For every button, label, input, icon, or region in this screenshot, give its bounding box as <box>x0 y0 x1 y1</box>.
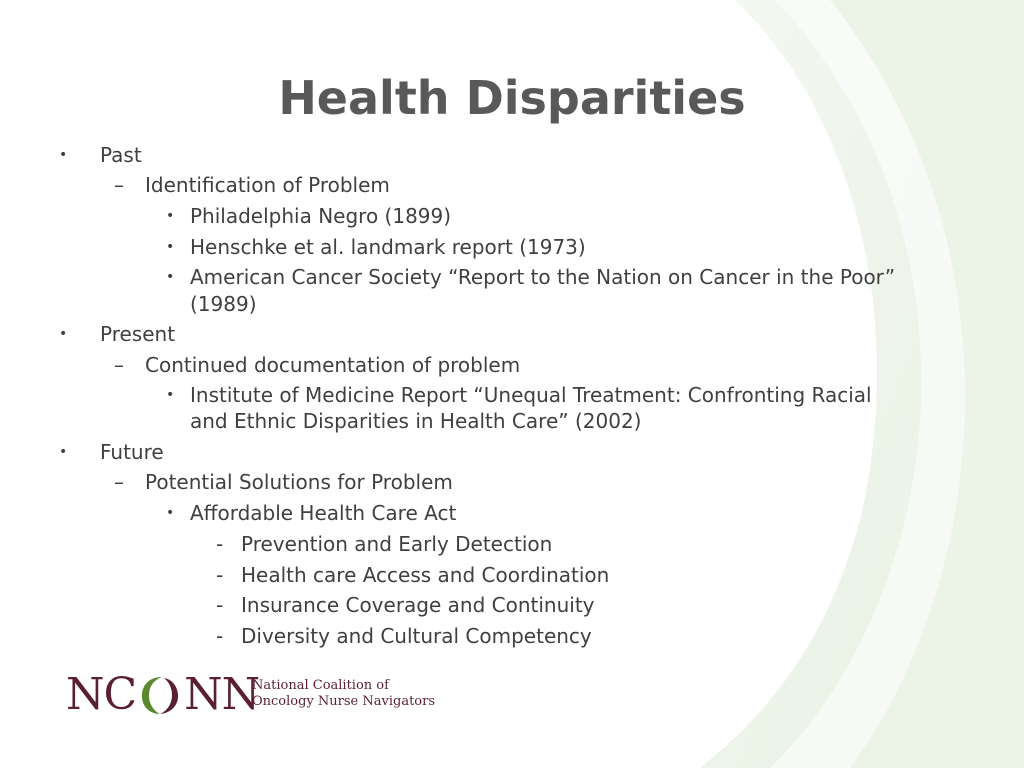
hyphen-marker: - <box>216 593 224 617</box>
item-iom-report-cont: and Ethnic Disparities in Health Care” (2002) <box>190 409 642 433</box>
item-affordable-care-act: Affordable Health Care Act <box>190 501 457 525</box>
bullet-marker: • <box>166 239 175 255</box>
bullet-marker: • <box>59 147 68 163</box>
slide-title: Health Disparities <box>278 71 746 125</box>
item-philadelphia-negro: Philadelphia Negro (1899) <box>190 204 452 228</box>
sub-identification: Identification of Problem <box>145 173 390 197</box>
logo-tagline-line1: National Coalition of <box>252 678 389 693</box>
item-henschke-report: Henschke et al. landmark report (1973) <box>190 235 586 259</box>
hyphen-marker: - <box>216 563 224 587</box>
hyphen-marker: - <box>216 532 224 556</box>
logo-wordmark <box>66 669 260 720</box>
leaf-o-icon <box>138 673 182 717</box>
subitem-prevention: Prevention and Early Detection <box>241 532 553 556</box>
dash-marker: – <box>114 173 124 197</box>
logo-tagline-line2: Oncology Nurse Navigators <box>252 694 436 709</box>
bullet-marker: • <box>166 387 175 403</box>
dash-marker: – <box>114 353 124 377</box>
bullet-marker: • <box>166 208 175 224</box>
subitem-insurance: Insurance Coverage and Continuity <box>241 593 595 617</box>
bullet-marker: • <box>59 444 68 460</box>
bullet-marker: • <box>59 326 68 342</box>
item-acs-report: American Cancer Society “Report to the Nation on Cancer in the Poor” <box>190 265 896 289</box>
sub-potential-solutions: Potential Solutions for Problem <box>145 470 453 494</box>
logo-tagline <box>252 678 435 710</box>
bullet-present: Present <box>100 322 176 346</box>
logo-word-left: NC <box>66 669 137 720</box>
bullet-marker: • <box>166 505 175 521</box>
logo-word-right: NN <box>184 669 260 720</box>
bullet-future: Future <box>100 440 164 464</box>
item-acs-report-year: (1989) <box>190 292 257 316</box>
bullet-marker: • <box>166 269 175 285</box>
subitem-diversity: Diversity and Cultural Competency <box>241 624 592 648</box>
nconn-logo <box>66 669 436 722</box>
item-iom-report: Institute of Medicine Report “Unequal Treatment: Confronting Racial <box>190 383 872 407</box>
sub-continued-documentation: Continued documentation of problem <box>145 353 521 377</box>
hyphen-marker: - <box>216 624 224 648</box>
bullet-past: Past <box>100 143 142 167</box>
subitem-access: Health care Access and Coordination <box>241 563 610 587</box>
dash-marker: – <box>114 470 124 494</box>
